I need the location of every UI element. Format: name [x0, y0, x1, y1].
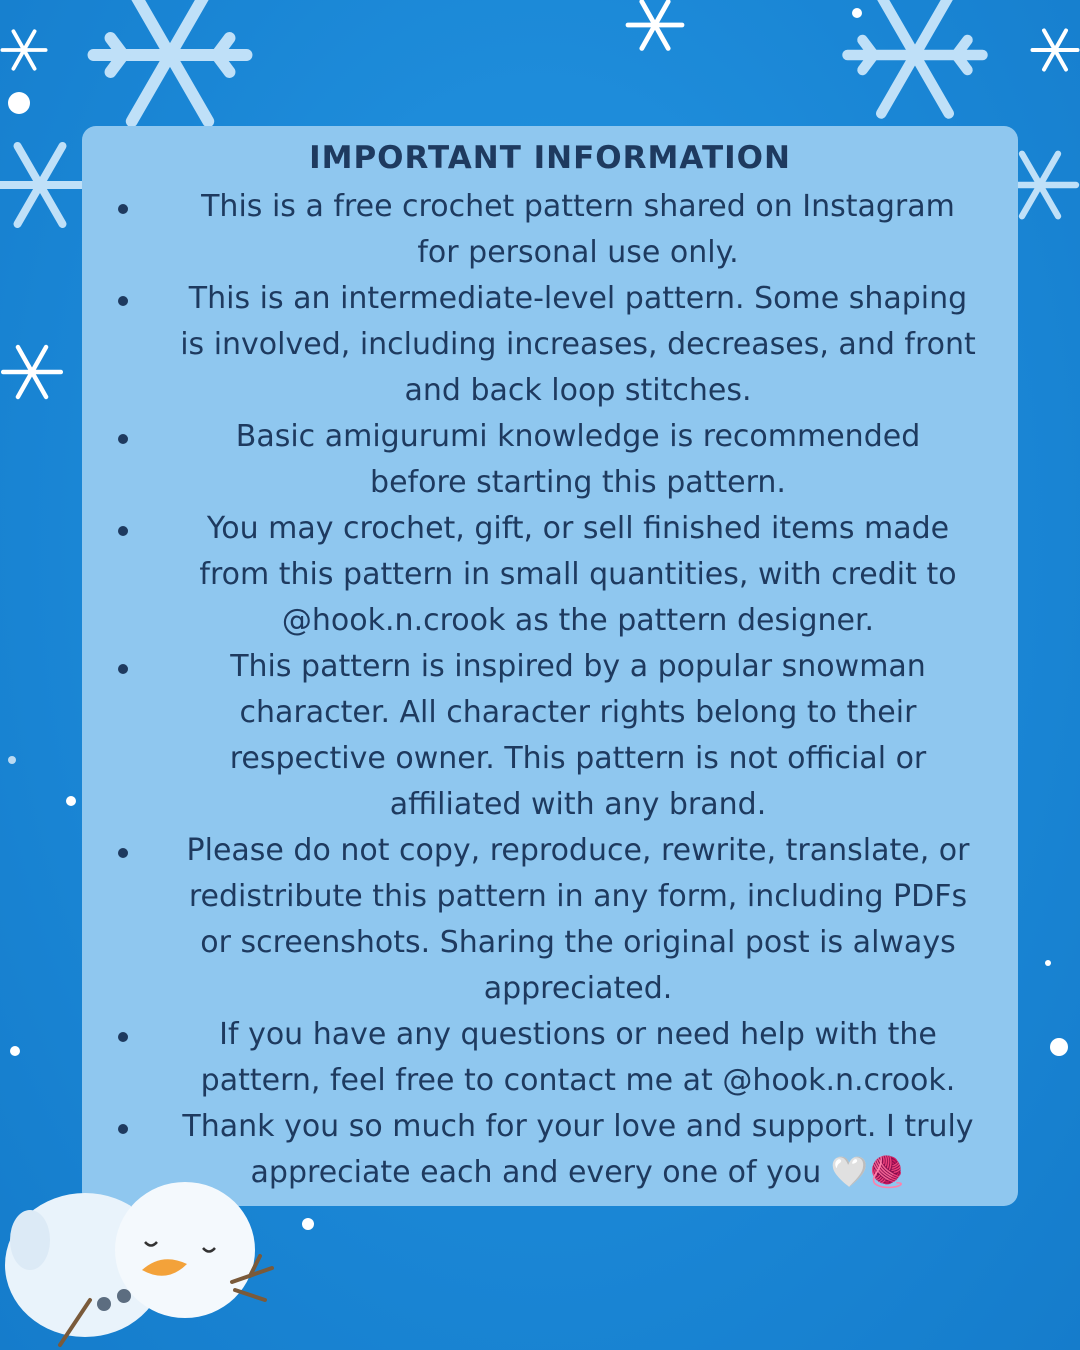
- snow-dot: [10, 1046, 20, 1056]
- list-item-text: This is an intermediate-level pattern. Some shaping: [188, 281, 968, 316]
- snow-dot: [8, 92, 30, 114]
- snow-dot: [302, 1218, 314, 1230]
- bullet-icon: [118, 1124, 128, 1134]
- list-item: [110, 184, 1020, 276]
- info-list: [110, 184, 1020, 1196]
- snowflake-icon: [0, 320, 64, 424]
- bullet-icon: [118, 204, 128, 214]
- list-item: [110, 644, 1020, 828]
- snow-dot: [66, 796, 76, 806]
- list-item-text: affiliated with any brand.: [389, 787, 767, 822]
- list-item-text: appreciate each and every one of you 🤍🧶: [250, 1155, 906, 1190]
- bullet-icon: [118, 434, 128, 444]
- list-item-text: before starting this pattern.: [370, 465, 786, 500]
- list-item-text: redistribute this pattern in any form, including PDFs: [188, 879, 968, 914]
- list-item-text: You may crochet, gift, or sell finished items made: [206, 511, 950, 546]
- snowflake-icon: [1030, 10, 1080, 90]
- list-item-text: @hook.n.crook as the pattern designer.: [281, 603, 875, 638]
- list-item-text: respective owner. This pattern is not official or: [229, 741, 927, 776]
- snow-dot: [1045, 960, 1051, 966]
- list-item: [110, 828, 1020, 1012]
- list-item: [110, 414, 1020, 506]
- list-item-text: for personal use only.: [417, 235, 739, 270]
- list-item-text: Thank you so much for your love and support. I truly: [182, 1109, 974, 1144]
- bullet-icon: [118, 526, 128, 536]
- snowman-illustration: [0, 1170, 290, 1350]
- list-item-text: If you have any questions or need help with the: [219, 1017, 937, 1052]
- list-item-text: This is a free crochet pattern shared on Instagram: [201, 189, 955, 224]
- bullet-icon: [118, 1032, 128, 1042]
- bullet-icon: [118, 296, 128, 306]
- list-item: [110, 1012, 1020, 1104]
- snow-dot: [1050, 1038, 1068, 1056]
- snowflake-icon: [610, 0, 700, 55]
- bullet-icon: [118, 848, 128, 858]
- list-item-text: and back loop stitches.: [404, 373, 752, 408]
- snow-dot: [852, 8, 862, 18]
- page-title: IMPORTANT INFORMATION: [309, 140, 791, 176]
- list-item-text: or screenshots. Sharing the original post is always: [200, 925, 956, 960]
- list-item-text: is involved, including increases, decreases, and front: [180, 327, 976, 362]
- list-item-text: from this pattern in small quantities, with credit to: [199, 557, 957, 592]
- list-item-text: character. All character rights belong to their: [239, 695, 917, 730]
- snowflake-icon: [815, 0, 1015, 130]
- list-item-text: appreciated.: [483, 971, 673, 1006]
- snowflake-icon: [70, 0, 270, 140]
- bullet-icon: [118, 664, 128, 674]
- list-item-text: pattern, feel free to contact me at @hook.n.crook.: [200, 1063, 956, 1098]
- snow-dot: [8, 756, 16, 764]
- list-item-text: Basic amigurumi knowledge is recommended: [235, 419, 921, 454]
- list-item-text: Please do not copy, reproduce, rewrite, translate, or: [186, 833, 970, 868]
- list-item-text: This pattern is inspired by a popular snowman: [230, 649, 926, 684]
- list-item: [110, 276, 1020, 414]
- snowflake-icon: [0, 10, 48, 90]
- list-item: [110, 506, 1020, 644]
